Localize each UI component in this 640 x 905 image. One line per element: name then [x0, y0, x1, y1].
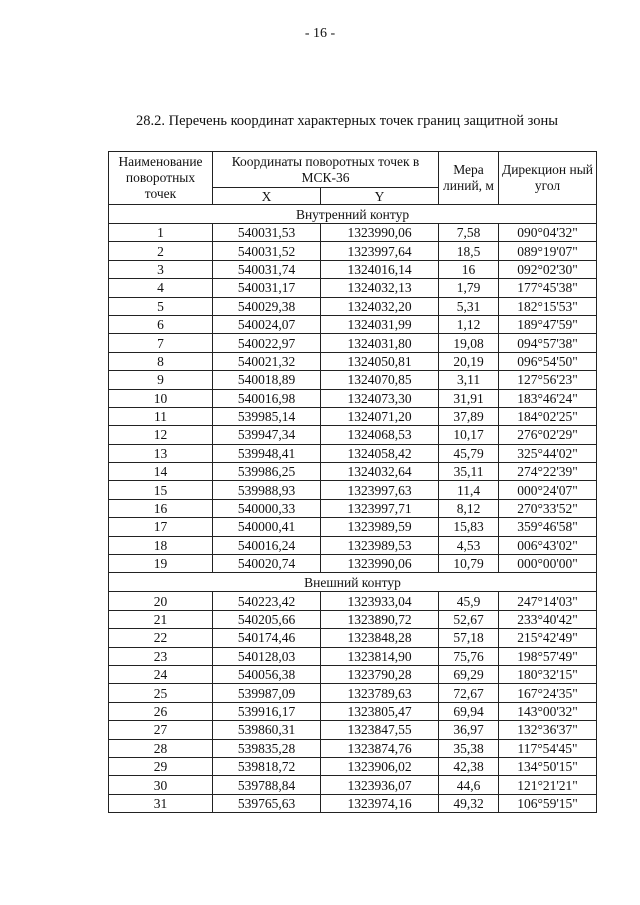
- direction-angle-cell: 090°04'32": [499, 224, 597, 242]
- line-length-cell: 75,76: [439, 647, 499, 665]
- table-row: [109, 555, 597, 573]
- line-length-cell: 57,18: [439, 629, 499, 647]
- table-row: [109, 518, 597, 536]
- x-coordinate-cell: 540016,24: [213, 536, 321, 554]
- direction-angle-cell: 274°22'39": [499, 463, 597, 481]
- header-coordinates: Координаты поворотных точек в МСК-36: [213, 152, 439, 188]
- x-coordinate-cell: 540174,46: [213, 629, 321, 647]
- line-length-cell: 10,17: [439, 426, 499, 444]
- point-number-cell: 17: [109, 518, 213, 536]
- y-coordinate-cell: 1324031,80: [321, 334, 439, 352]
- point-number-cell: 11: [109, 407, 213, 425]
- direction-angle-cell: 092°02'30": [499, 260, 597, 278]
- x-coordinate-cell: 539985,14: [213, 407, 321, 425]
- direction-angle-cell: 127°56'23": [499, 371, 597, 389]
- section-title: Внутренний контур: [109, 205, 597, 224]
- table-header: [109, 152, 597, 205]
- point-number-cell: 31: [109, 794, 213, 812]
- x-coordinate-cell: 539986,25: [213, 463, 321, 481]
- line-length-cell: 72,67: [439, 684, 499, 702]
- y-coordinate-cell: 1323974,16: [321, 794, 439, 812]
- line-length-cell: 3,11: [439, 371, 499, 389]
- x-coordinate-cell: 540031,52: [213, 242, 321, 260]
- y-coordinate-cell: 1323890,72: [321, 610, 439, 628]
- x-coordinate-cell: 539788,84: [213, 776, 321, 794]
- point-number-cell: 7: [109, 334, 213, 352]
- y-coordinate-cell: 1324032,13: [321, 279, 439, 297]
- line-length-cell: 4,53: [439, 536, 499, 554]
- y-coordinate-cell: 1323936,07: [321, 776, 439, 794]
- point-number-cell: 18: [109, 536, 213, 554]
- x-coordinate-cell: 539765,63: [213, 794, 321, 812]
- direction-angle-cell: 000°00'00": [499, 555, 597, 573]
- header-y: Y: [321, 188, 439, 205]
- table-row: [109, 665, 597, 683]
- direction-angle-cell: 094°57'38": [499, 334, 597, 352]
- x-coordinate-cell: 539987,09: [213, 684, 321, 702]
- table-row: [109, 389, 597, 407]
- point-number-cell: 8: [109, 352, 213, 370]
- direction-angle-cell: 167°24'35": [499, 684, 597, 702]
- direction-angle-cell: 359°46'58": [499, 518, 597, 536]
- y-coordinate-cell: 1324050,81: [321, 352, 439, 370]
- x-coordinate-cell: 539818,72: [213, 757, 321, 775]
- table-row: [109, 721, 597, 739]
- x-coordinate-cell: 540031,17: [213, 279, 321, 297]
- line-length-cell: 37,89: [439, 407, 499, 425]
- line-length-cell: 44,6: [439, 776, 499, 794]
- y-coordinate-cell: 1323990,06: [321, 555, 439, 573]
- y-coordinate-cell: 1323990,06: [321, 224, 439, 242]
- table-row: [109, 592, 597, 610]
- x-coordinate-cell: 540029,38: [213, 297, 321, 315]
- line-length-cell: 19,08: [439, 334, 499, 352]
- direction-angle-cell: 134°50'15": [499, 757, 597, 775]
- line-length-cell: 8,12: [439, 499, 499, 517]
- line-length-cell: 1,12: [439, 315, 499, 333]
- direction-angle-cell: 089°19'07": [499, 242, 597, 260]
- y-coordinate-cell: 1324016,14: [321, 260, 439, 278]
- point-number-cell: 9: [109, 371, 213, 389]
- y-coordinate-cell: 1323989,53: [321, 536, 439, 554]
- x-coordinate-cell: 540223,42: [213, 592, 321, 610]
- x-coordinate-cell: 540016,98: [213, 389, 321, 407]
- y-coordinate-cell: 1323906,02: [321, 757, 439, 775]
- x-coordinate-cell: 540018,89: [213, 371, 321, 389]
- section-title: Внешний контур: [109, 573, 597, 592]
- line-length-cell: 36,97: [439, 721, 499, 739]
- y-coordinate-cell: 1324032,20: [321, 297, 439, 315]
- y-coordinate-cell: 1323805,47: [321, 702, 439, 720]
- line-length-cell: 15,83: [439, 518, 499, 536]
- page-number: - 16 -: [304, 26, 336, 41]
- table-row: [109, 224, 597, 242]
- y-coordinate-cell: 1324058,42: [321, 444, 439, 462]
- direction-angle-cell: 215°42'49": [499, 629, 597, 647]
- header-line-length: Мера линий, м: [439, 152, 499, 205]
- section-row: [109, 573, 597, 592]
- point-number-cell: 3: [109, 260, 213, 278]
- x-coordinate-cell: 540205,66: [213, 610, 321, 628]
- x-coordinate-cell: 540021,32: [213, 352, 321, 370]
- x-coordinate-cell: 539916,17: [213, 702, 321, 720]
- table-row: [109, 499, 597, 517]
- x-coordinate-cell: 539835,28: [213, 739, 321, 757]
- direction-angle-cell: 325°44'02": [499, 444, 597, 462]
- direction-angle-cell: 177°45'38": [499, 279, 597, 297]
- point-number-cell: 26: [109, 702, 213, 720]
- table-row: [109, 334, 597, 352]
- direction-angle-cell: 198°57'49": [499, 647, 597, 665]
- direction-angle-cell: 132°36'37": [499, 721, 597, 739]
- line-length-cell: 10,79: [439, 555, 499, 573]
- table-row: [109, 647, 597, 665]
- y-coordinate-cell: 1323848,28: [321, 629, 439, 647]
- line-length-cell: 49,32: [439, 794, 499, 812]
- point-number-cell: 16: [109, 499, 213, 517]
- point-number-cell: 24: [109, 665, 213, 683]
- y-coordinate-cell: 1323790,28: [321, 665, 439, 683]
- point-number-cell: 20: [109, 592, 213, 610]
- table-row: [109, 610, 597, 628]
- y-coordinate-cell: 1324032,64: [321, 463, 439, 481]
- table-row: [109, 371, 597, 389]
- y-coordinate-cell: 1324068,53: [321, 426, 439, 444]
- line-length-cell: 35,38: [439, 739, 499, 757]
- direction-angle-cell: 117°54'45": [499, 739, 597, 757]
- x-coordinate-cell: 540000,33: [213, 499, 321, 517]
- point-number-cell: 14: [109, 463, 213, 481]
- y-coordinate-cell: 1324073,30: [321, 389, 439, 407]
- point-number-cell: 6: [109, 315, 213, 333]
- x-coordinate-cell: 540020,74: [213, 555, 321, 573]
- table-row: [109, 629, 597, 647]
- line-length-cell: 5,31: [439, 297, 499, 315]
- header-point-name: Наименование поворотных точек: [109, 152, 213, 205]
- point-number-cell: 10: [109, 389, 213, 407]
- x-coordinate-cell: 540056,38: [213, 665, 321, 683]
- table-row: [109, 426, 597, 444]
- table-row: [109, 536, 597, 554]
- line-length-cell: 20,19: [439, 352, 499, 370]
- line-length-cell: 42,38: [439, 757, 499, 775]
- direction-angle-cell: 180°32'15": [499, 665, 597, 683]
- y-coordinate-cell: 1324070,85: [321, 371, 439, 389]
- y-coordinate-cell: 1323997,71: [321, 499, 439, 517]
- x-coordinate-cell: 539948,41: [213, 444, 321, 462]
- table-row: [109, 776, 597, 794]
- section-row: [109, 205, 597, 224]
- point-number-cell: 22: [109, 629, 213, 647]
- point-number-cell: 21: [109, 610, 213, 628]
- line-length-cell: 52,67: [439, 610, 499, 628]
- y-coordinate-cell: 1323814,90: [321, 647, 439, 665]
- line-length-cell: 7,58: [439, 224, 499, 242]
- x-coordinate-cell: 540024,07: [213, 315, 321, 333]
- y-coordinate-cell: 1324071,20: [321, 407, 439, 425]
- point-number-cell: 12: [109, 426, 213, 444]
- point-number-cell: 29: [109, 757, 213, 775]
- line-length-cell: 16: [439, 260, 499, 278]
- point-number-cell: 19: [109, 555, 213, 573]
- x-coordinate-cell: 539860,31: [213, 721, 321, 739]
- y-coordinate-cell: 1323933,04: [321, 592, 439, 610]
- point-number-cell: 28: [109, 739, 213, 757]
- y-coordinate-cell: 1323989,59: [321, 518, 439, 536]
- table-row: [109, 444, 597, 462]
- x-coordinate-cell: 539947,34: [213, 426, 321, 444]
- point-number-cell: 15: [109, 481, 213, 499]
- direction-angle-cell: 106°59'15": [499, 794, 597, 812]
- table-row: [109, 481, 597, 499]
- table-row: [109, 794, 597, 812]
- line-length-cell: 35,11: [439, 463, 499, 481]
- direction-angle-cell: 121°21'21": [499, 776, 597, 794]
- direction-angle-cell: 000°24'07": [499, 481, 597, 499]
- y-coordinate-cell: 1323997,64: [321, 242, 439, 260]
- direction-angle-cell: 270°33'52": [499, 499, 597, 517]
- table-row: [109, 352, 597, 370]
- y-coordinate-cell: 1323847,55: [321, 721, 439, 739]
- line-length-cell: 69,94: [439, 702, 499, 720]
- direction-angle-cell: 096°54'50": [499, 352, 597, 370]
- direction-angle-cell: 233°40'42": [499, 610, 597, 628]
- table-row: [109, 739, 597, 757]
- table-row: [109, 242, 597, 260]
- line-length-cell: 69,29: [439, 665, 499, 683]
- x-coordinate-cell: 540000,41: [213, 518, 321, 536]
- x-coordinate-cell: 540031,74: [213, 260, 321, 278]
- x-coordinate-cell: 540031,53: [213, 224, 321, 242]
- table-body: [109, 205, 597, 813]
- point-number-cell: 23: [109, 647, 213, 665]
- point-number-cell: 13: [109, 444, 213, 462]
- y-coordinate-cell: 1323997,63: [321, 481, 439, 499]
- direction-angle-cell: 183°46'24": [499, 389, 597, 407]
- line-length-cell: 18,5: [439, 242, 499, 260]
- y-coordinate-cell: 1324031,99: [321, 315, 439, 333]
- direction-angle-cell: 184°02'25": [499, 407, 597, 425]
- coordinates-table: [108, 151, 597, 813]
- point-number-cell: 5: [109, 297, 213, 315]
- direction-angle-cell: 182°15'53": [499, 297, 597, 315]
- table-row: [109, 407, 597, 425]
- point-number-cell: 27: [109, 721, 213, 739]
- table-row: [109, 279, 597, 297]
- table-row: [109, 684, 597, 702]
- table-row: [109, 315, 597, 333]
- point-number-cell: 30: [109, 776, 213, 794]
- header-x: X: [213, 188, 321, 205]
- point-number-cell: 4: [109, 279, 213, 297]
- table-row: [109, 260, 597, 278]
- table-row: [109, 463, 597, 481]
- x-coordinate-cell: 539988,93: [213, 481, 321, 499]
- x-coordinate-cell: 540022,97: [213, 334, 321, 352]
- point-number-cell: 2: [109, 242, 213, 260]
- table-row: [109, 702, 597, 720]
- line-length-cell: 45,79: [439, 444, 499, 462]
- direction-angle-cell: 006°43'02": [499, 536, 597, 554]
- table-row: [109, 757, 597, 775]
- line-length-cell: 1,79: [439, 279, 499, 297]
- line-length-cell: 31,91: [439, 389, 499, 407]
- line-length-cell: 45,9: [439, 592, 499, 610]
- direction-angle-cell: 189°47'59": [499, 315, 597, 333]
- direction-angle-cell: 276°02'29": [499, 426, 597, 444]
- table-row: [109, 297, 597, 315]
- direction-angle-cell: 143°00'32": [499, 702, 597, 720]
- point-number-cell: 1: [109, 224, 213, 242]
- header-direction-angle: Дирекцион ный угол: [499, 152, 597, 205]
- document-title: 28.2. Перечень координат характерных точек границ защитной зоны: [136, 113, 558, 129]
- y-coordinate-cell: 1323789,63: [321, 684, 439, 702]
- line-length-cell: 11,4: [439, 481, 499, 499]
- x-coordinate-cell: 540128,03: [213, 647, 321, 665]
- point-number-cell: 25: [109, 684, 213, 702]
- direction-angle-cell: 247°14'03": [499, 592, 597, 610]
- y-coordinate-cell: 1323874,76: [321, 739, 439, 757]
